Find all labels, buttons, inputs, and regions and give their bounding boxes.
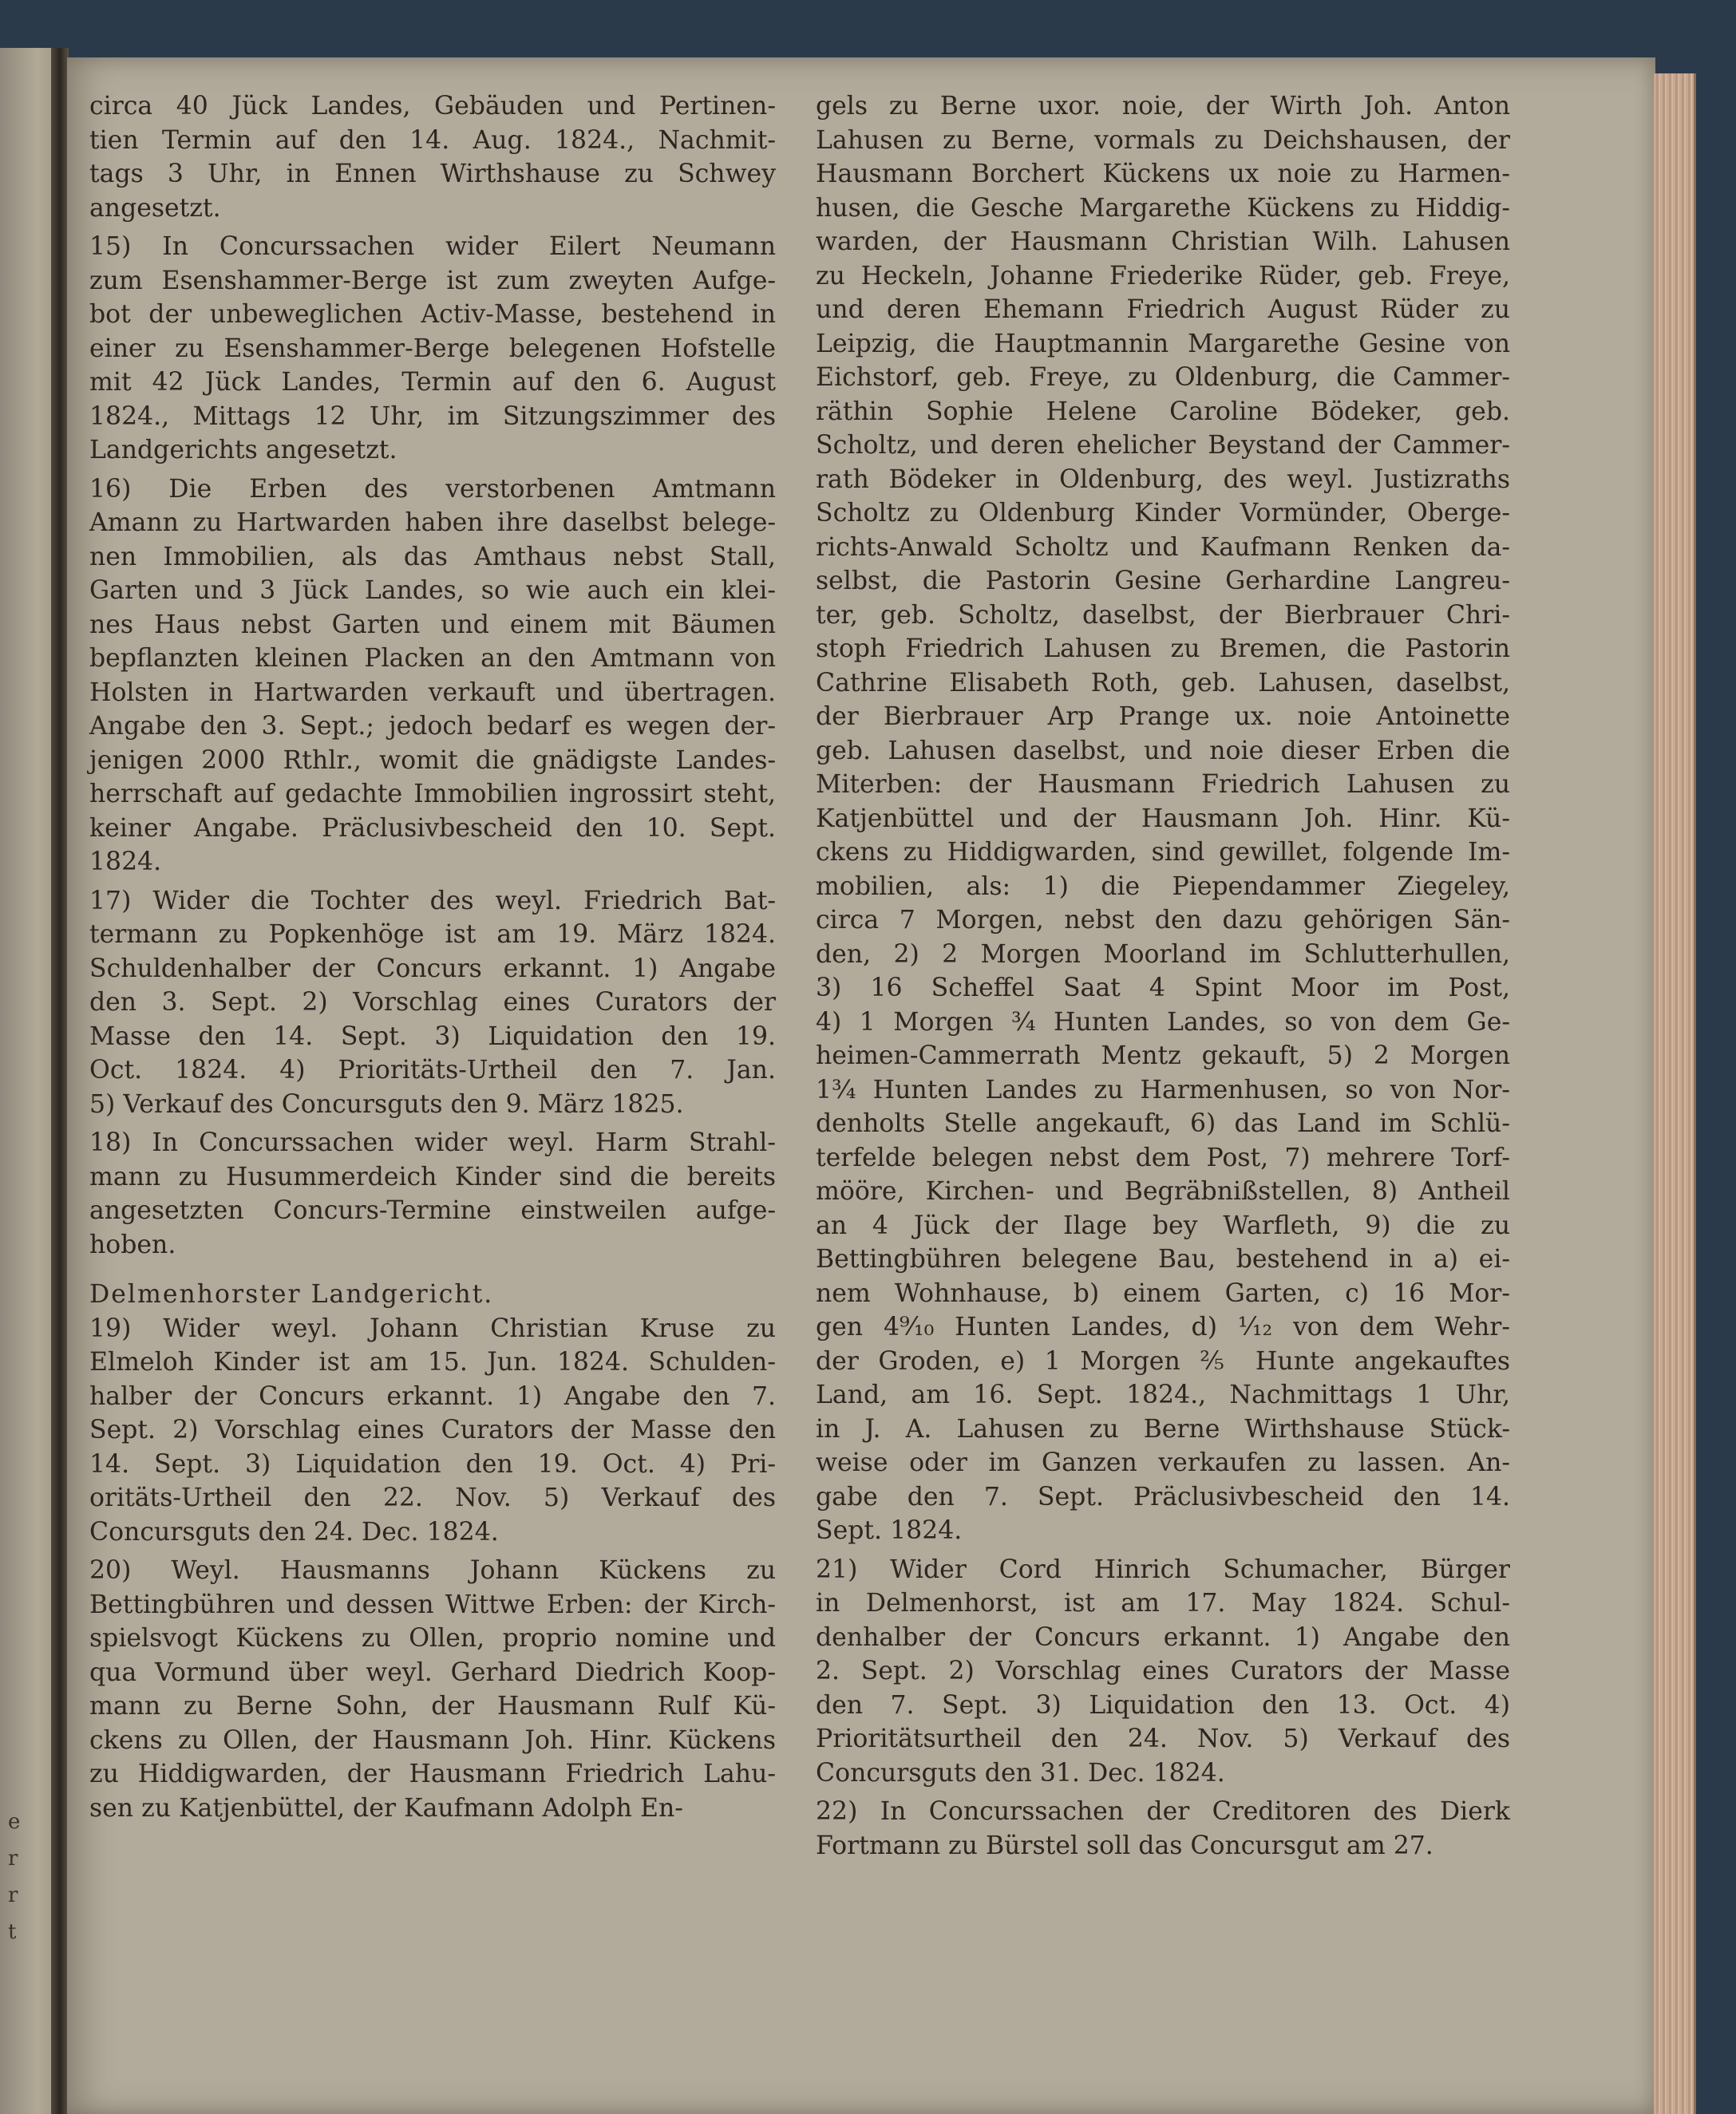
text-line: in J. A. Lahusen zu Berne Wirthshause Stück-: [816, 1414, 1510, 1444]
text-line: Amann zu Hartwarden haben ihre daselbst belege-: [89, 508, 776, 537]
text-line: halber der Concurs erkannt. 1) Angabe den 7.: [89, 1381, 776, 1411]
text-line: tags 3 Uhr, in Ennen Wirthshause zu Schwey: [89, 160, 776, 188]
text-line: 17) Wider die Tochter des weyl. Friedrich Bat-: [89, 886, 776, 915]
text-line: zu Heckeln, Johanne Friederike Rüder, geb. Freye,: [816, 261, 1510, 290]
text-line: gen 4⁹⁄₁₀ Hunten Landes, d) ¹⁄₁₂ von dem Wehr-: [816, 1313, 1510, 1342]
paragraph: [89, 230, 776, 468]
text-line: Oct. 1824. 4) Prioritäts-Urtheil den 7. Jan.: [89, 1056, 776, 1085]
text-line: 18) In Concurssachen wider weyl. Harm Strahl-: [89, 1128, 776, 1157]
paragraph: [816, 89, 1510, 1548]
text-line: Angabe den 3. Sept.; jedoch bedarf es wegen der-: [89, 712, 776, 741]
text-line: gabe den 7. Sept. Präclusivbescheid den 14.: [816, 1482, 1510, 1511]
text-line: ckens zu Ollen, der Hausmann Joh. Hinr. Kückens: [89, 1725, 776, 1755]
text-line: weise oder im Ganzen verkaufen zu lassen. An-: [816, 1448, 1510, 1477]
text-line: an 4 Jück der Ilage bey Warfleth, 9) die zu: [816, 1211, 1510, 1240]
text-line: Land, am 16. Sept. 1824., Nachmittags 1 Uhr,: [816, 1381, 1510, 1409]
text-line: stoph Friedrich Lahusen zu Bremen, die Pastorin: [816, 634, 1510, 663]
text-line: Garten und 3 Jück Landes, so wie auch ein klei-: [89, 576, 776, 605]
text-line: 1824., Mittags 12 Uhr, im Sitzungszimmer des: [89, 401, 776, 431]
text-line: Masse den 14. Sept. 3) Liquidation den 19.: [89, 1021, 776, 1051]
text-line: und deren Ehemann Friedrich August Rüder zu: [816, 295, 1510, 324]
text-line: Scholtz, und deren ehelicher Beystand der Cammer-: [816, 431, 1510, 460]
text-line: 2. Sept. 2) Vorschlag eines Curators der Masse: [816, 1657, 1510, 1685]
text-line: mobilien, als: 1) die Piependammer Ziegeley,: [816, 871, 1510, 901]
text-line: Sept. 1824.: [816, 1516, 963, 1545]
text-line: 15) In Concurssachen wider Eilert Neumann: [89, 232, 776, 261]
text-line: 16) Die Erben des verstorbenen Amtmann: [89, 474, 776, 504]
text-line: der Bierbrauer Arp Prange ux. noie Antoinette: [816, 702, 1510, 731]
text-line: Leipzig, die Hauptmannin Margarethe Gesine von: [816, 329, 1510, 358]
margin-fragment: t: [8, 1920, 17, 1944]
text-line: Bettingbühren und dessen Wittwe Erben: der Kirch-: [89, 1590, 776, 1619]
text-line: 3) 16 Scheffel Saat 4 Spint Moor im Post,: [816, 974, 1510, 1002]
text-line: 22) In Concurssachen der Creditoren des Dierk: [816, 1797, 1510, 1826]
text-line: hoben.: [89, 1230, 176, 1259]
text-line: Prioritätsurtheil den 24. Nov. 5) Verkauf des: [816, 1725, 1510, 1753]
text-line: 1824.: [89, 848, 162, 876]
text-line: zu Hiddigwarden, der Hausmann Friedrich Lahu-: [89, 1760, 776, 1788]
text-line: nem Wohnhause, b) einem Garten, c) 16 Mor-: [816, 1278, 1510, 1308]
text-line: in Delmenhorst, ist am 17. May 1824. Schul-: [816, 1589, 1510, 1618]
facing-page-text-fragments: [8, 1804, 40, 1950]
text-line: keiner Angabe. Präclusivbescheid den 10. Sept.: [89, 813, 776, 843]
text-line: bepflanzten kleinen Placken an den Amtmann von: [89, 644, 776, 673]
text-line: den, 2) 2 Morgen Moorland im Schlutterhullen,: [816, 939, 1510, 969]
text-line: mit 42 Jück Landes, Termin auf den 6. August: [89, 368, 776, 397]
page-block-edges: [1654, 73, 1696, 2114]
text-line: rath Bödeker in Oldenburg, des weyl. Justizraths: [816, 464, 1510, 494]
text-line: räthin Sophie Helene Caroline Bödeker, geb.: [816, 397, 1510, 426]
text-line: jenigen 2000 Rthlr., womit die gnädigste Landes-: [89, 745, 776, 775]
text-line: Concursguts den 31. Dec. 1824.: [816, 1758, 1225, 1788]
text-line: zum Esenshammer-Berge ist zum zweyten Aufge-: [89, 266, 776, 295]
text-line: Elmeloh Kinder ist am 15. Jun. 1824. Schulden-: [89, 1348, 776, 1377]
text-line: Sept. 2) Vorschlag eines Curators der Masse den: [89, 1416, 776, 1444]
text-line: Fortmann zu Bürstel soll das Concursgut am 27.: [816, 1831, 1433, 1860]
text-line: herrschaft auf gedachte Immobilien ingrossirt steht,: [89, 780, 776, 808]
right-text-column: [816, 89, 1510, 1867]
section-heading: Delmenhorster Landgericht.: [89, 1280, 494, 1309]
text-line: circa 7 Morgen, nebst den dazu gehörigen Sän-: [816, 906, 1510, 935]
text-line: Hausmann Borchert Kückens ux noie zu Harmen-: [816, 160, 1510, 188]
book-spine-gutter: [51, 48, 69, 2114]
text-line: mann zu Husummerdeich Kinder sind die bereits: [89, 1162, 776, 1191]
paragraph: [89, 1554, 776, 1825]
text-line: Holsten in Hartwarden verkauft und übertragen.: [89, 678, 776, 707]
text-line: husen, die Gesche Margarethe Kückens zu Hiddig-: [816, 193, 1510, 223]
text-line: ter, geb. Scholtz, daselbst, der Bierbrauer Chri-: [816, 600, 1510, 630]
text-line: qua Vormund über weyl. Gerhard Diedrich Koop-: [89, 1658, 776, 1687]
paragraph: [89, 1126, 776, 1262]
text-line: 14. Sept. 3) Liquidation den 19. Oct. 4) Pri-: [89, 1449, 776, 1479]
text-line: richts-Anwald Scholtz und Kaufmann Renken da-: [816, 532, 1510, 562]
text-line: Cathrine Elisabeth Roth, geb. Lahusen, daselbst,: [816, 668, 1510, 697]
margin-fragment: r: [8, 1847, 18, 1871]
text-line: denhalber der Concurs erkannt. 1) Angabe den: [816, 1622, 1510, 1652]
text-line: spielsvogt Kückens zu Ollen, proprio nomine und: [89, 1624, 776, 1653]
paragraph: [89, 472, 776, 879]
text-line: Landgerichts angesetzt.: [89, 436, 397, 464]
text-line: angesetzt.: [89, 193, 221, 223]
text-line: oritäts-Urtheil den 22. Nov. 5) Verkauf des: [89, 1484, 776, 1512]
text-line: nes Haus nebst Garten und einem mit Bäumen: [89, 610, 776, 639]
text-line: den 7. Sept. 3) Liquidation den 13. Oct. 4): [816, 1690, 1510, 1720]
left-text-column: [89, 89, 776, 1830]
text-line: gels zu Berne uxor. noie, der Wirth Joh. Anton: [816, 92, 1510, 121]
text-line: Schuldenhalber der Concurs erkannt. 1) Angabe: [89, 954, 776, 983]
paragraph: [89, 884, 776, 1122]
text-line: tien Termin auf den 14. Aug. 1824., Nachmit-: [89, 125, 776, 155]
paragraph: [816, 1553, 1510, 1791]
margin-fragment: r: [8, 1883, 18, 1907]
paragraph: [89, 1312, 776, 1550]
text-line: 1¾ Hunten Landes zu Harmenhusen, so von Nor-: [816, 1075, 1510, 1104]
text-line: terfelde belegen nebst dem Post, 7) mehrere Torf-: [816, 1143, 1510, 1172]
text-line: selbst, die Pastorin Gesine Gerhardine Langreu-: [816, 567, 1510, 595]
text-line: 4) 1 Morgen ¾ Hunten Landes, so von dem Ge-: [816, 1007, 1510, 1037]
text-line: der Groden, e) 1 Morgen ⅖ Hunte angekauftes: [816, 1346, 1510, 1376]
text-line: 5) Verkauf des Concursguts den 9. März 1825.: [89, 1089, 684, 1119]
text-line: Bettingbühren belegene Bau, bestehend in a) ei-: [816, 1245, 1510, 1274]
text-line: nen Immobilien, als das Amthaus nebst Stall,: [89, 542, 776, 571]
text-line: Lahusen zu Berne, vormals zu Deichshausen, der: [816, 125, 1510, 155]
text-line: geb. Lahusen daselbst, und noie dieser Erben die: [816, 736, 1510, 765]
text-line: Scholtz zu Oldenburg Kinder Vormünder, Oberge-: [816, 499, 1510, 528]
text-line: mööre, Kirchen- und Begräbnißstellen, 8) Antheil: [816, 1177, 1510, 1206]
text-line: bot der unbeweglichen Activ-Masse, bestehend in: [89, 300, 776, 329]
text-line: einer zu Esenshammer-Berge belegenen Hofstelle: [89, 334, 776, 363]
text-line: Miterben: der Hausmann Friedrich Lahusen zu: [816, 770, 1510, 799]
text-line: den 3. Sept. 2) Vorschlag eines Curators der: [89, 988, 776, 1017]
text-line: heimen-Cammerrath Mentz gekauft, 5) 2 Morgen: [816, 1041, 1510, 1070]
text-line: 21) Wider Cord Hinrich Schumacher, Bürger: [816, 1555, 1510, 1584]
text-line: circa 40 Jück Landes, Gebäuden und Pertinen-: [89, 92, 776, 121]
text-line: termann zu Popkenhöge ist am 19. März 1824.: [89, 920, 776, 949]
margin-fragment: e: [8, 1810, 21, 1834]
text-line: denholts Stelle angekauft, 6) das Land im Schlü-: [816, 1109, 1510, 1138]
paragraph: [89, 89, 776, 225]
text-line: Concursguts den 24. Dec. 1824.: [89, 1517, 499, 1547]
text-line: mann zu Berne Sohn, der Hausmann Rulf Kü-: [89, 1692, 776, 1721]
text-line: angesetzten Concurs-Termine einstweilen aufge-: [89, 1196, 776, 1225]
text-line: 19) Wider weyl. Johann Christian Kruse zu: [89, 1314, 776, 1343]
text-line: ckens zu Hiddigwarden, sind gewillet, folgende Im-: [816, 838, 1510, 867]
text-line: Eichstorf, geb. Freye, zu Oldenburg, die Cammer-: [816, 363, 1510, 392]
text-line: warden, der Hausmann Christian Wilh. Lahusen: [816, 227, 1510, 256]
text-line: sen zu Katjenbüttel, der Kaufmann Adolph En-: [89, 1793, 683, 1823]
text-line: Katjenbüttel und der Hausmann Joh. Hinr. Kü-: [816, 804, 1510, 833]
paragraph: [816, 1795, 1510, 1863]
text-line: 20) Weyl. Hausmanns Johann Kückens zu: [89, 1556, 776, 1585]
